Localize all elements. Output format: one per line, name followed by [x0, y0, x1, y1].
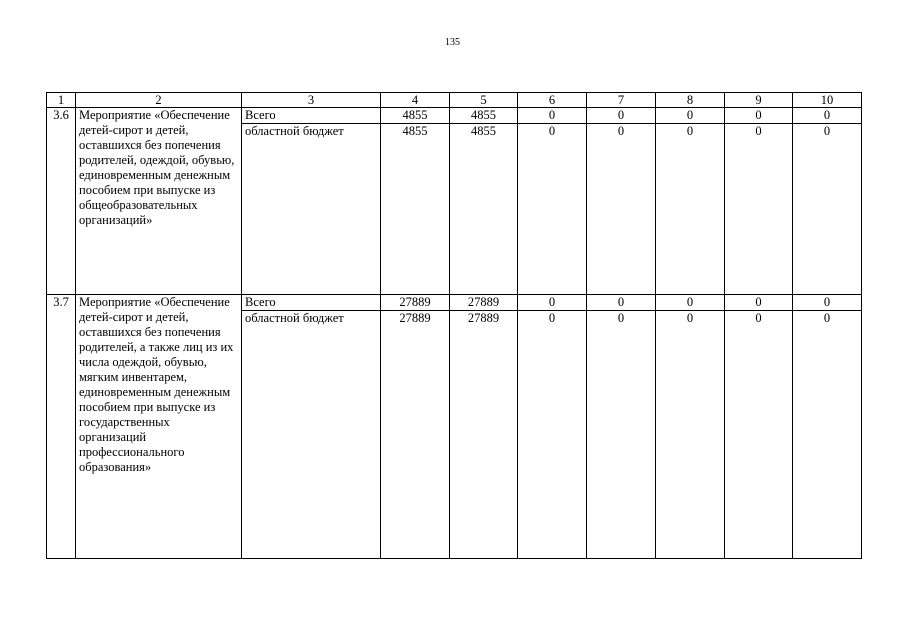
column-header: 2: [76, 93, 242, 108]
value-cell: 4855: [381, 124, 450, 295]
funding-source: Всего: [242, 295, 381, 311]
value-cell: 27889: [381, 295, 450, 311]
value-cell: 0: [518, 295, 587, 311]
funding-source: Всего: [242, 108, 381, 124]
row-index: 3.6: [47, 108, 76, 295]
value-cell: 4855: [450, 108, 518, 124]
column-header: 3: [242, 93, 381, 108]
funding-source: областной бюджет: [242, 124, 381, 295]
column-header: 7: [587, 93, 656, 108]
column-header: 10: [793, 93, 862, 108]
value-cell: 0: [725, 108, 793, 124]
value-cell: 27889: [450, 295, 518, 311]
activity-name: Мероприятие «Обеспечение детей-сирот и детей, оставшихся без попечения родителей, одеждой, обувью, единовременным денежным пособием при выпуске из общеобразовательных организаций»: [76, 108, 242, 295]
value-cell: 0: [725, 124, 793, 295]
column-header: 6: [518, 93, 587, 108]
column-header: 9: [725, 93, 793, 108]
page-number: 135: [445, 37, 460, 48]
value-cell: 0: [587, 124, 656, 295]
table-row: [47, 295, 862, 311]
value-cell: 0: [656, 295, 725, 311]
value-cell: 0: [793, 108, 862, 124]
value-cell: 0: [656, 124, 725, 295]
value-cell: 27889: [381, 311, 450, 559]
value-cell: 0: [725, 295, 793, 311]
column-header: 1: [47, 93, 76, 108]
value-cell: 4855: [381, 108, 450, 124]
budget-table: [46, 92, 862, 559]
column-header: 8: [656, 93, 725, 108]
value-cell: 0: [587, 108, 656, 124]
value-cell: 0: [518, 311, 587, 559]
value-cell: 0: [587, 295, 656, 311]
value-cell: 0: [518, 124, 587, 295]
column-header: 5: [450, 93, 518, 108]
value-cell: 0: [793, 311, 862, 559]
activity-name: Мероприятие «Обеспечение детей-сирот и детей, оставшихся без попечения родителей, а также лиц из их числа одеждой, обувью, мягким инвентарем, единовременным денежным пособием при выпуске из государственных организаций профессионального образования»: [76, 295, 242, 559]
value-cell: 0: [793, 295, 862, 311]
funding-source: областной бюджет: [242, 311, 381, 559]
value-cell: 0: [587, 311, 656, 559]
column-header: 4: [381, 93, 450, 108]
value-cell: 0: [518, 108, 587, 124]
row-index: 3.7: [47, 295, 76, 559]
value-cell: 0: [793, 124, 862, 295]
value-cell: 4855: [450, 124, 518, 295]
value-cell: 0: [656, 311, 725, 559]
value-cell: 27889: [450, 311, 518, 559]
value-cell: 0: [656, 108, 725, 124]
value-cell: 0: [725, 311, 793, 559]
table-header-row: [47, 93, 862, 108]
table-row: [47, 108, 862, 124]
